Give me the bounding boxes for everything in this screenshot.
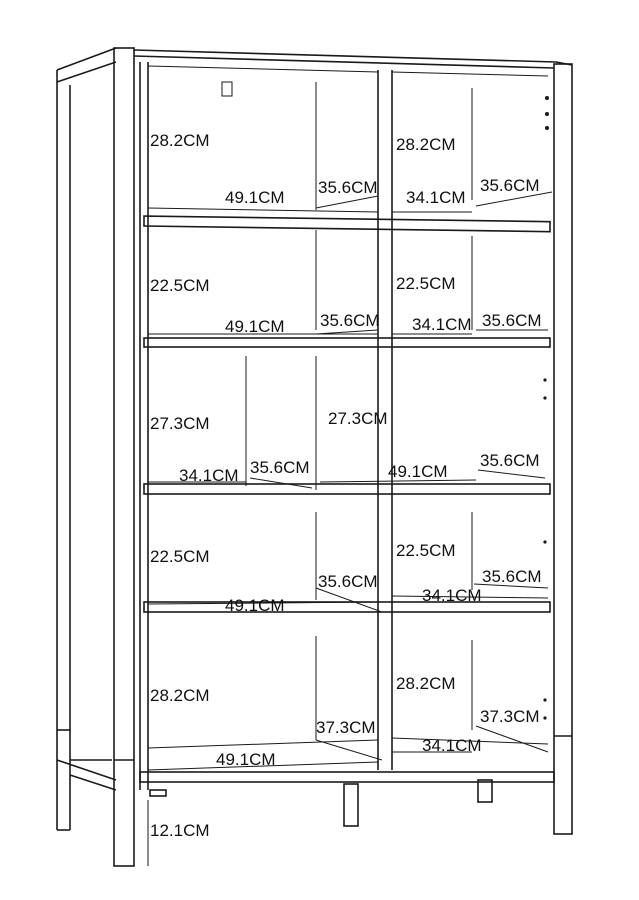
width-row5-left-label: 49.1CM — [216, 750, 276, 769]
height-top-left-label: 28.2CM — [150, 131, 210, 150]
depth-row3-right-label: 35.6CM — [480, 451, 540, 470]
height-row4-right-label: 22.5CM — [396, 541, 456, 560]
height-row2-right-label: 22.5CM — [396, 274, 456, 293]
height-row3-left-label: 27.3CM — [150, 414, 210, 433]
depth-row4-right-label: 35.6CM — [482, 567, 542, 586]
width-row3-left-label: 34.1CM — [179, 466, 239, 485]
leg-height-label: 12.1CM — [150, 821, 210, 840]
height-row5-left-label: 28.2CM — [150, 686, 210, 705]
height-top-right-label: 28.2CM — [396, 135, 456, 154]
width-row3-right-label: 49.1CM — [388, 462, 448, 481]
width-row4-left-label: 49.1CM — [225, 596, 285, 615]
width-row5-right-label: 34.1CM — [422, 736, 482, 755]
depth-row4-left-label: 35.6CM — [318, 572, 378, 591]
width-top-left-label: 49.1CM — [225, 188, 285, 207]
frame-back — [57, 48, 116, 830]
depth-top-right-label: 35.6CM — [480, 176, 540, 195]
height-row3-mid-label: 27.3CM — [328, 409, 388, 428]
front-left-post — [114, 48, 134, 866]
width-row2-right-label: 34.1CM — [412, 315, 472, 334]
depth-row2-right-label: 35.6CM — [482, 311, 542, 330]
legs — [150, 780, 492, 826]
depth-row5-right-label: 37.3CM — [480, 707, 540, 726]
width-row4-right-label: 34.1CM — [422, 586, 482, 605]
width-row2-left-label: 49.1CM — [225, 317, 285, 336]
depth-row5-left-label: 37.3CM — [316, 718, 376, 737]
height-row4-left-label: 22.5CM — [150, 547, 210, 566]
height-row5-right-label: 28.2CM — [396, 674, 456, 693]
depth-row3-left-label: 35.6CM — [250, 458, 310, 477]
width-top-right-label: 34.1CM — [406, 188, 466, 207]
height-row2-left-label: 22.5CM — [150, 276, 210, 295]
depth-row2-left-label: 35.6CM — [320, 311, 380, 330]
depth-top-left-label: 35.6CM — [318, 178, 378, 197]
dimension-labels — [150, 131, 542, 840]
